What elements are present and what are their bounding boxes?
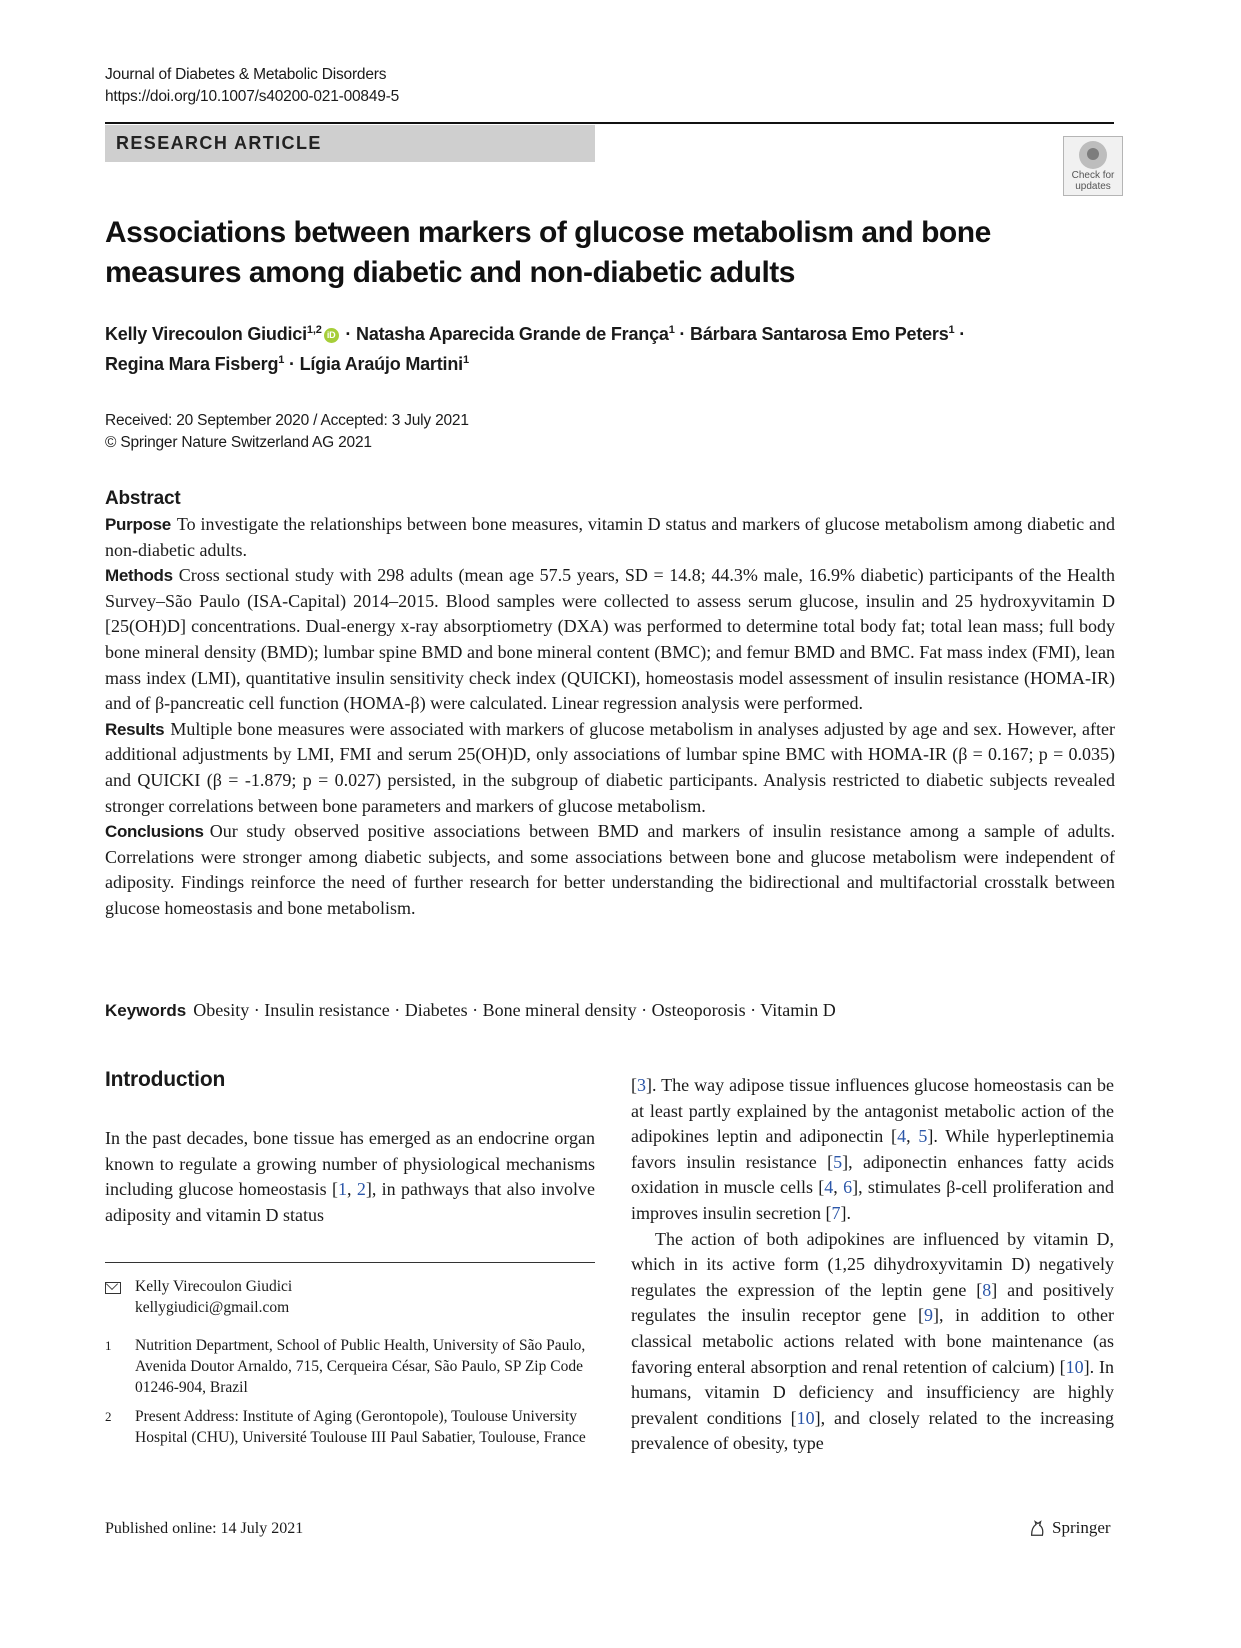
intro-column-right <box>631 1073 1114 1457</box>
affiliation-text: Nutrition Department, School of Public Health, University of São Paulo, Avenida Doutor Arnaldo, 715, Cerqueira César, São Paulo, SP Zip Code 01246-904, Brazil <box>135 1337 586 1396</box>
results-label: Results <box>105 719 165 739</box>
citation-link[interactable]: 6 <box>843 1177 853 1198</box>
corresponding-email[interactable]: kellygiudici@gmail.com <box>135 1299 290 1316</box>
text-run: In the past decades, bone tissue has emerged as an endocrine organ known to regulate a growing number of physiological mechanisms including glucose homeostasis [ <box>105 1128 595 1200</box>
corresponding-author <box>105 1276 595 1318</box>
springer-horse-icon <box>1028 1519 1046 1537</box>
affiliation-mark: 2 <box>105 1409 112 1424</box>
affiliation-mark: 1 <box>105 1338 112 1353</box>
check-updates-line2: updates <box>1075 181 1111 192</box>
journal-info <box>105 64 399 108</box>
text-run: ]. In humans, vitamin D deficiency and insufficiency are highly prevalent conditions [ <box>631 1356 1114 1428</box>
intro-column-left <box>105 1126 595 1228</box>
citation-link[interactable]: 4 <box>824 1177 834 1198</box>
publisher-logo <box>1028 1516 1111 1540</box>
text-run: ]. While hyperleptinemia favors insulin resistance [ <box>631 1126 1115 1172</box>
article-dates <box>105 410 469 454</box>
citation-link[interactable]: 10 <box>796 1407 815 1428</box>
abstract-purpose <box>105 512 1115 563</box>
author-name[interactable]: Regina Mara Fisberg <box>105 354 279 374</box>
article-type-banner <box>105 125 595 162</box>
introduction-heading: Introduction <box>105 1068 226 1091</box>
text-run: ], and closely related to the increasing prevalence of obesity, type <box>631 1407 1114 1454</box>
check-for-updates-button[interactable] <box>1063 136 1123 196</box>
text-run: , <box>833 1177 844 1198</box>
affiliation-text: Present Address: Institute of Aging (Gerontopole), Toulouse University Hospital (CHU), Université Toulouse III Paul Sabatier, Toulouse, France <box>135 1408 586 1446</box>
citation-link[interactable]: 8 <box>982 1279 992 1300</box>
abstract-methods <box>105 563 1115 717</box>
author-affiliation: 1 <box>462 354 469 366</box>
orcid-icon[interactable]: iD <box>324 328 339 343</box>
affiliation-1 <box>105 1335 595 1398</box>
citation-link[interactable]: 5 <box>918 1126 928 1147</box>
citation-link[interactable]: 7 <box>831 1202 841 1223</box>
methods-label: Methods <box>105 566 173 586</box>
intro-paragraph <box>631 1227 1114 1457</box>
conclusions-text: Our study observed positive associations between BMD and markers of insulin resistance among a sample of adults. Correlations were stronger among diabetic subjects, and some associations between bone and glucose metabolism were independent of adiposity. Findings reinforce the need of further research for better understanding the bidirectional and multifactorial crosstalk between glucose homeostasis and bone metabolism. <box>105 821 1115 918</box>
check-updates-icon <box>1079 141 1107 169</box>
article-title: Associations between markers of glucose metabolism and bone measures among diabetic and non-diabetic adults <box>105 216 991 289</box>
author-affiliation: 1 <box>278 354 285 366</box>
citation-link[interactable]: 3 <box>637 1075 646 1095</box>
footnote-rule <box>105 1262 595 1263</box>
abstract-results <box>105 717 1115 819</box>
intro-paragraph <box>631 1073 1114 1227</box>
results-text: Multiple bone measures were associated with markers of glucose metabolism in analyses adjusted by age and sex. However, after additional adjustments by LMI, FMI and serum 25(OH)D, only associations of lumbar spine BMC with HOMA-IR (β = 0.167; p = 0.035) and QUICKI (β = -1.879; p = 0.027) persisted, in the subgroup of diabetic participants. Analysis restricted to diabetic subjects revealed stronger correlations between bone parameters and markers of glucose metabolism. <box>105 718 1115 816</box>
text-run: , <box>347 1179 357 1200</box>
keywords-label: Keywords <box>105 1001 187 1020</box>
conclusions-label: Conclusions <box>105 822 204 842</box>
publisher-name: Springer <box>1052 1518 1111 1537</box>
author-affiliation: 1,2 <box>306 324 322 336</box>
citation-link[interactable]: 5 <box>833 1151 843 1172</box>
text-run: ], in pathways that also involve adiposity and vitamin D status <box>105 1179 596 1225</box>
purpose-text: To investigate the relationships between bone measures, vitamin D status and markers of glucose metabolism among diabetic and non-diabetic adults. <box>105 514 1115 560</box>
received-accepted: Received: 20 September 2020 / Accepted: 3 July 2021 <box>105 412 469 429</box>
copyright: © Springer Nature Switzerland AG 2021 <box>105 434 372 451</box>
article-type-label: RESEARCH ARTICLE <box>116 133 322 153</box>
purpose-label: Purpose <box>105 515 171 534</box>
citation-link[interactable]: 4 <box>897 1126 907 1147</box>
text-run: , <box>906 1126 919 1147</box>
journal-name: Journal of Diabetes & Metabolic Disorders <box>105 66 387 83</box>
doi-link[interactable]: https://doi.org/10.1007/s40200-021-00849-5 <box>105 88 400 105</box>
text-run: [ <box>631 1075 637 1095</box>
author-affiliation: 1 <box>668 324 675 336</box>
keywords-text: Obesity · Insulin resistance · Diabetes · Bone mineral density · Osteoporosis · Vitamin D <box>193 1000 836 1020</box>
text-run: ], stimulates β-cell proliferation and improves insulin secretion [ <box>631 1177 1114 1223</box>
corresponding-name: Kelly Virecoulon Giudici <box>135 1278 293 1295</box>
text-run: ], in addition to other classical metabolic actions related with bone maintenance (as favoring enteral absorption and renal retention of calcium) [ <box>631 1305 1114 1377</box>
author-name[interactable]: Kelly Virecoulon Giudici <box>105 324 307 344</box>
author-affiliation: 1 <box>948 324 955 336</box>
author-name[interactable]: Lígia Araújo Martini <box>299 354 463 374</box>
citation-link[interactable]: 1 <box>338 1179 347 1200</box>
text-run: ], adiponectin enhances fatty acids oxidation in muscle cells [ <box>631 1151 1114 1198</box>
abstract-conclusions <box>105 819 1115 921</box>
keywords <box>105 998 1115 1023</box>
author-name[interactable]: Natasha Aparecida Grande de França <box>356 324 669 344</box>
envelope-icon <box>105 1278 121 1299</box>
intro-paragraph <box>105 1126 595 1228</box>
text-run: ]. The way adipose tissue influences glucose homeostasis can be at least partly explained by the antagonist metabolic action of the adipokines leptin and adiponectin [ <box>631 1075 1114 1147</box>
citation-link[interactable]: 9 <box>924 1305 934 1326</box>
abstract-heading: Abstract <box>105 488 181 509</box>
methods-text: Cross sectional study with 298 adults (mean age 57.5 years, SD = 14.8; 44.3% male, 16.9% diabetic) participants of the Health Survey–São Paulo (ISA-Capital) 2014–2015. Blood samples were collected to assess serum glucose, insulin and 25 hydroxyvitamin D [25(OH)D] concentrations. Dual-energy x-ray absorptiometry (DXA) was performed to determine total body fat; total lean mass; full body bone mineral density (BMD); lumbar spine BMD and bone mineral content (BMC); and femur BMD and BMC. Fat mass index (FMI), lean mass index (LMI), quantitative insulin sensitivity check index (QUICKI), homeostasis model assessment of insulin resistance (HOMA-IR) and of β-pancreatic cell function (HOMA-β) were calculated. Linear regression analysis were performed. <box>105 565 1115 714</box>
header-rule <box>105 122 1114 124</box>
check-updates-line1: Check for <box>1071 170 1115 181</box>
text-run: ]. <box>840 1202 851 1223</box>
affiliation-2 <box>105 1406 595 1448</box>
author-list: Kelly Virecoulon Giudici$^{1,2}$ iD · Natasha Aparecida Grande de França$^1$ · Bárbara Santarosa Emo Peters$^1$ · Regina Mara Fisberg$^1$ · Lígia Araújo Martini$^1$ <box>105 324 966 374</box>
author-name[interactable]: Bárbara Santarosa Emo Peters <box>690 324 949 344</box>
abstract-body <box>105 512 1115 922</box>
citation-link[interactable]: 10 <box>1065 1356 1084 1377</box>
text-run: ] and positively regulates the insulin receptor gene [ <box>631 1279 1114 1326</box>
text-run: The action of both adipokines are influenced by vitamin D, which in its active form (1,25 dihydroxyvitamin D) negatively regulates the expression of the leptin gene [ <box>631 1228 1114 1300</box>
citation-link[interactable]: 2 <box>356 1179 366 1200</box>
published-online: Published online: 14 July 2021 <box>105 1520 304 1537</box>
